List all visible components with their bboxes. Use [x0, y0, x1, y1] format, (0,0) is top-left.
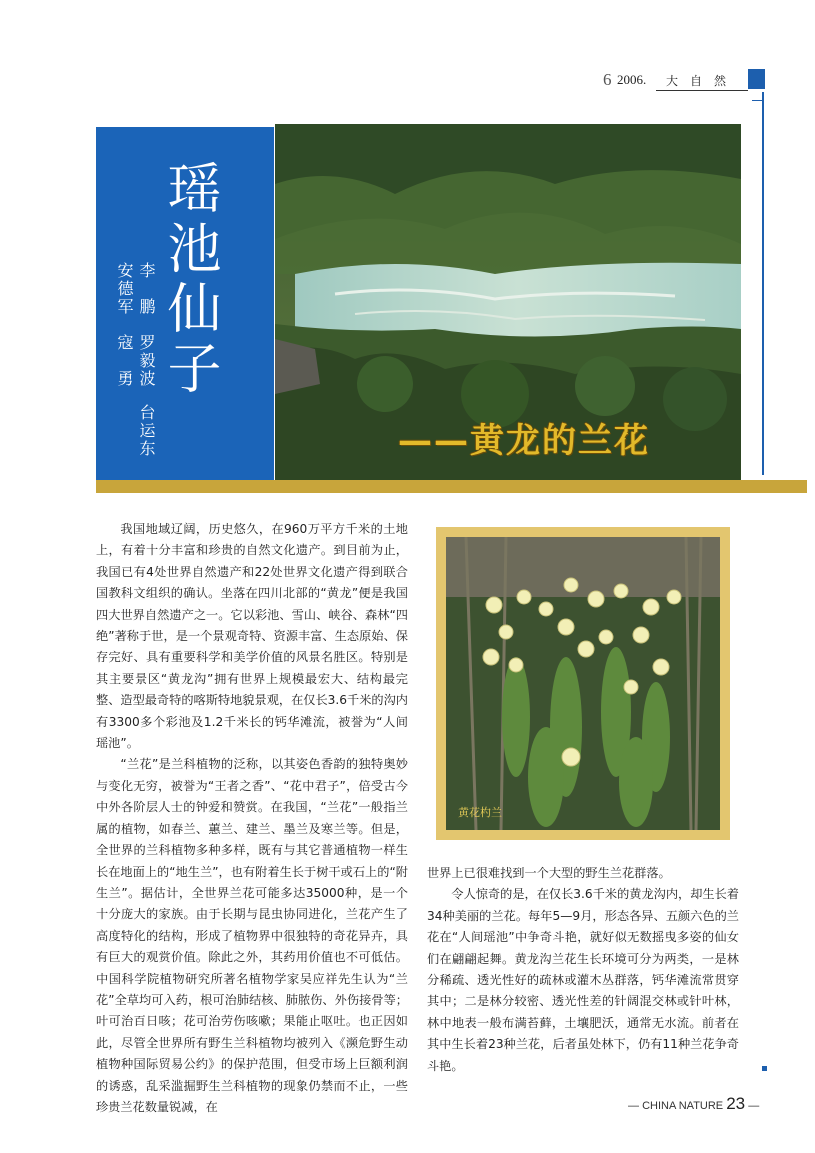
author-name: 罗毅波 — [137, 334, 156, 388]
body-paragraph: 世界上已很难找到一个大型的野生兰花群落。 — [427, 866, 671, 880]
gold-divider-bar — [96, 480, 807, 493]
page-footer — [628, 1094, 759, 1114]
author-name: 台运东 — [137, 404, 156, 458]
issue-number: 6 — [603, 70, 612, 89]
body-column-left — [96, 519, 408, 1118]
article-subtitle: ——黄龙的兰花 — [398, 421, 650, 461]
issue-year: 2006. — [617, 72, 647, 87]
author-name: 寇 勇 — [115, 334, 134, 388]
orchid-photo — [446, 537, 720, 830]
article-title: 瑶池仙子 — [159, 160, 222, 400]
footer-magazine-name: CHINA NATURE — [642, 1100, 724, 1112]
header-color-block — [748, 69, 765, 89]
author-name: 安德军 — [115, 262, 134, 316]
page-number: 23 — [726, 1094, 746, 1113]
footer-dash: — — [628, 1100, 639, 1112]
body-paragraph: 我国地域辽阔，历史悠久，在960万平方千米的土地上，有着十分丰富和珍贵的自然文化遗产。到目前为止，我国已有4处世界自然遗产和22处世界文化遗产得到联合国教科文组织的确认。坐落在四川北部的“黄龙”便是我国四大世界自然遗产之一。它以彩池、雪山、峡谷、森林“四绝”著称于世，是一个景观奇特、资源丰富、生态原始、保存完好、具有重要科学和美学价值的风景名胜区。特别是其主要景区“黄龙沟”拥有世界上规模最宏大、结构最完整、造型最奇特的喀斯特地貌景观，在仅长3.6千米的沟内有3300多个彩池及1.2千米长的钙华滩流，被誉为“人间瑶池”。 — [96, 522, 408, 751]
header-vertical-rule — [762, 92, 764, 475]
footer-square — [762, 1066, 767, 1071]
photo-caption: 黄花杓兰 — [458, 806, 502, 819]
author-name: 李 鹏 — [137, 262, 156, 316]
body-column-right — [427, 863, 739, 1077]
body-paragraph: “兰花”是兰科植物的泛称，以其姿色香韵的独特奥妙与变化无穷，被誉为“王者之香”、“花中君子”，倍受古今中外各阶层人士的钟爱和赞赏。在我国，“兰花”一般指兰属的植物，如春兰、蕙兰、建兰、墨兰及寒兰等。但是，全世界的兰科植物多种多样，既有与其它普通植物一样生长在地面上的“地生兰”，也有附着生长于树干或石上的“附生兰”。据估计，全世界兰花可能多达35000种，是一个十分庞大的家族。由于长期与昆虫协同进化，兰花产生了高度特化的结构，形成了植物界中很独特的奇花异卉，具有巨大的观赏价值。除此之外，其药用价值也不可低估。中国科学院植物研究所著名植物学家吴应祥先生认为“兰花”全草均可入药，根可治肺结核、肺脓伤、外伤接骨等；叶可治百日咳；花可治劳伤咳嗽；果能止呕吐。也正因如此，尽管全世界所有野生兰科植物均被列入《濒危野生动植物种国际贸易公约》的保护范围，但受市场上巨额利润的诱惑，乱采滥掘野生兰科植物的现象仍禁而不止，一些珍贵兰花数量锐减，在 — [96, 757, 408, 1114]
footer-dash: — — [748, 1100, 760, 1112]
body-paragraph: 令人惊奇的是，在仅长3.6千米的黄龙沟内，却生长着34种美丽的兰花。每年5—9月，形态各异、五颜六色的兰花在“人间瑶池”中争奇斗艳，就好似无数摇曳多姿的仙女们在翩翩起舞。黄龙沟兰花生长环境可分为两类，一是林分稀疏、透光性好的疏林或灌木丛群落，钙华滩流常贯穿其中；二是林分较密、透光性差的针阔混交林或针叶林，林中地表一般布满苔藓，土壤肥沃，通常无水流。前者在其中生长着23种兰花，后者虽处林下，仍有11种兰花争奇斗艳。 — [427, 887, 739, 1073]
magazine-name: 大自然 — [666, 74, 739, 88]
